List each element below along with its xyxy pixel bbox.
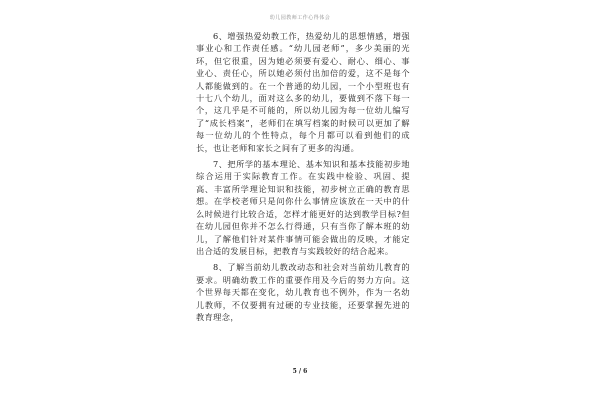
paragraph-6 bbox=[196, 30, 410, 154]
paragraph-7 bbox=[196, 158, 410, 257]
paragraph-text: 6、增强热爱幼教工作，热爱幼儿的思想情感，增强事业心和工作责任感。“幼儿园老师”，多少美丽的光环，但它很重，因为她必须要有爱心、耐心、细心、事业心、责任心，所以她必须付出加倍的爱，这不是每个人都能做到的。在一个普通的幼儿园，一个小型班也有十七八个幼儿，面对这么多的幼儿，要做到不落下每一个，这几乎是不可能的，所以幼儿园为每一位幼儿编写了“成长档案”，老师们在填写档案的时候可以更加了解每一位幼儿的个性特点，每个月都可以看到他们的成长，也让老师和家长之间有了更多的沟通。 bbox=[196, 31, 410, 153]
paragraph-text: 7、把所学的基本理论、基本知识和基本技能初步地综合运用于实际教育工作。在实践中检验、巩固、提高、丰富所学理论知识和技能，初步树立正确的教育思想。在学校老师只是问你什么事情应该放在一天中的什么时候进行比较合适，怎样才能更好的达到教学目标?但在幼儿园但你并不怎么行得通，只有当你了解本班的幼儿，了解他们针对某件事情可能会做出的反映，才能定出合适的发展目标，把教育与实践较好的结合起来。 bbox=[196, 159, 410, 256]
page-number: 5 / 6 bbox=[292, 368, 308, 375]
paragraph-text: 8、了解当前幼儿教改动态和社会对当前幼儿教育的要求。明确幼教工作的重要作用及今后的努力方向。这个世界每天都在变化，幼儿教育也不例外，作为一名幼儿教师，不仅要拥有过硬的专业技能，还要掌握先进的教育理念， bbox=[196, 262, 410, 322]
document-body bbox=[196, 30, 410, 327]
page-header: 幼儿园教师工作心得体会 bbox=[269, 15, 331, 21]
paragraph-8 bbox=[196, 261, 410, 323]
